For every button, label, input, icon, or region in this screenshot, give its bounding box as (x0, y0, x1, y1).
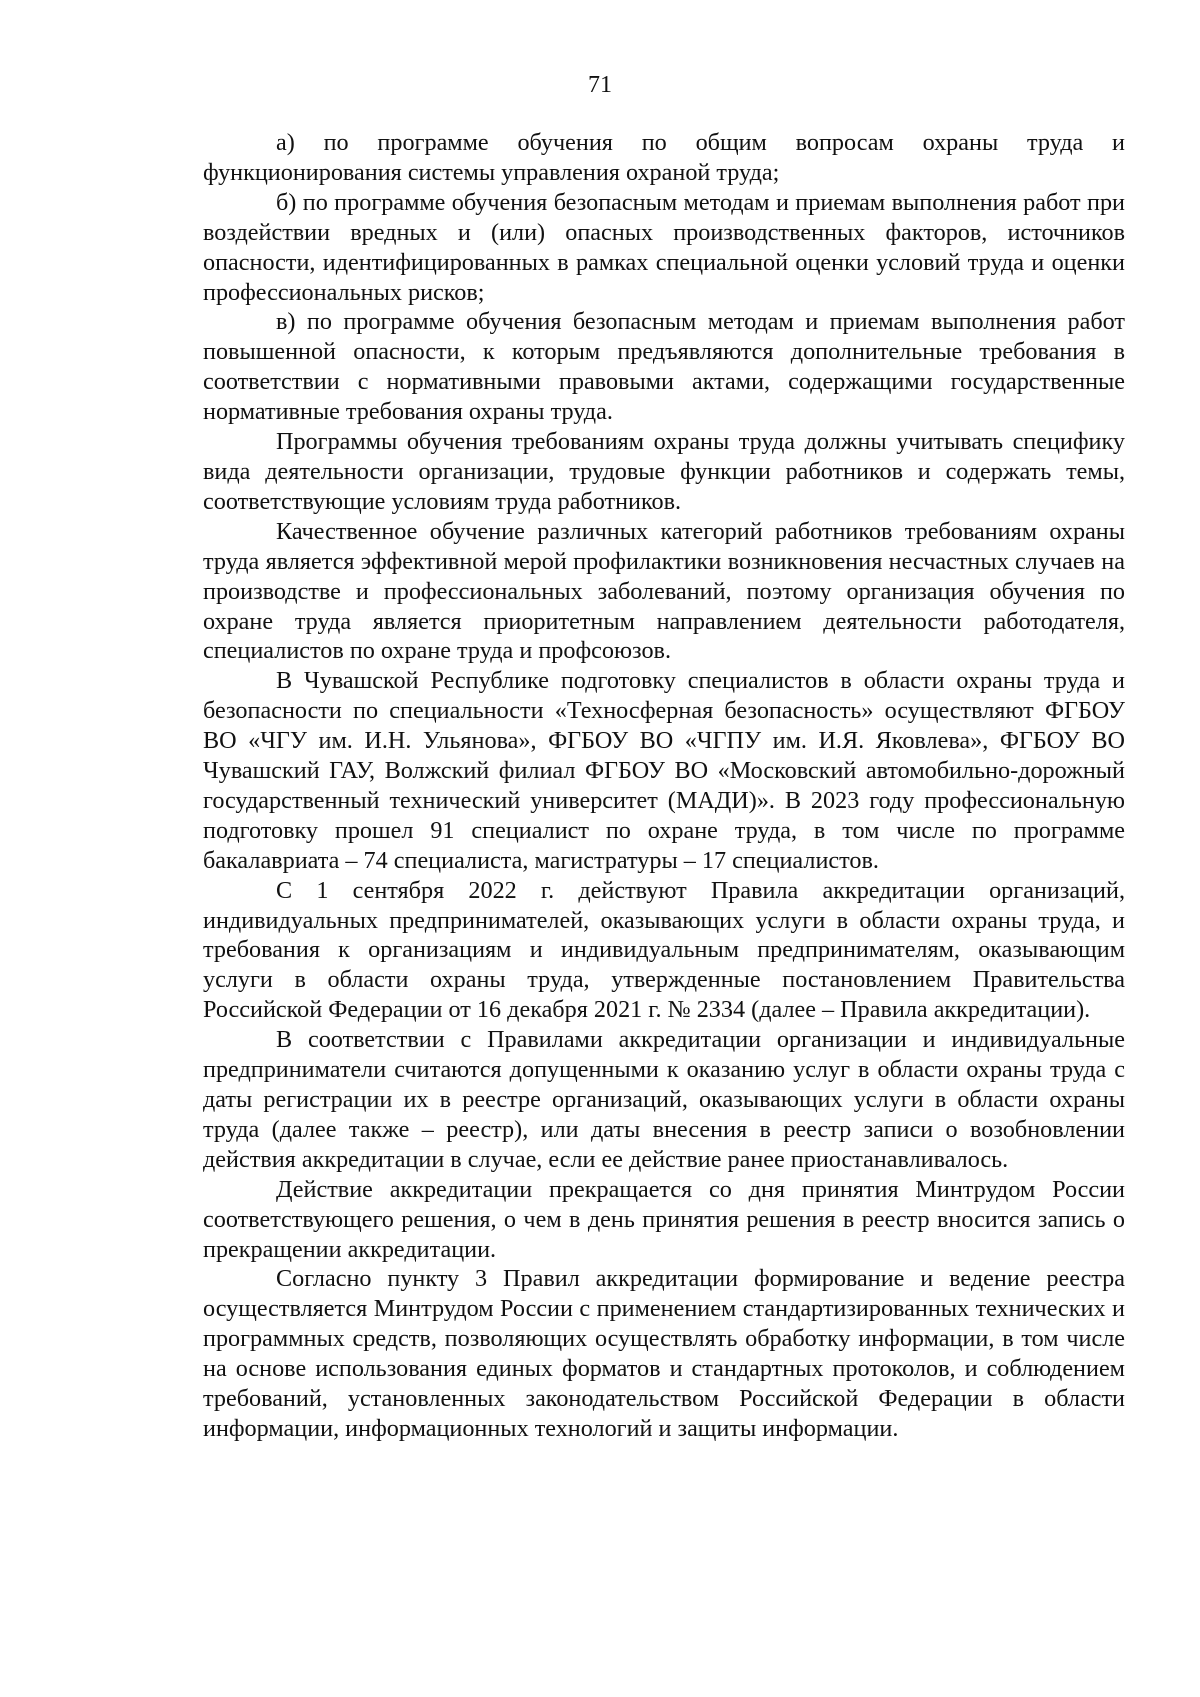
paragraph-termination: Действие аккредитации прекращается со дня принятия Минтрудом России соответствующего решения, о чем в день принятия решения в реестр вносится запись о прекращении аккредитации. (203, 1175, 1125, 1263)
page-number: 71 (588, 72, 612, 98)
paragraph-item-c: в) по программе обучения безопасным методам и приемам выполнения работ повышенной опасности, к которым предъявляются дополнительные требования в соответствии с нормативными правовыми актами, содержащими государственные нормативные требования охраны труда. (203, 308, 1125, 426)
paragraph-chuvash-specialists: В Чувашской Республике подготовку специалистов в области охраны труда и безопасности по специальности «Техносферная безопасность» осуществляют ФГБОУ ВО «ЧГУ им. И.Н. Ульянова», ФГБОУ ВО «ЧГПУ им. И.Я. Яковлева», ФГБОУ ВО Чувашский ГАУ, Волжский филиал ФГБОУ ВО «Московский автомобильно-дорожный государственный технический университет (МАДИ)». В 2023 году профессиональную подготовку прошел 91 специалист по охране труда, в том числе по программе бакалавриата – 74 специалиста, магистратуры – 17 специалистов. (203, 667, 1125, 874)
paragraph-item-b: б) по программе обучения безопасным методам и приемам выполнения работ при воздействии вредных и (или) опасных производственных факторов, источников опасности, идентифицированных в рамках специальной оценки условий труда и оценки профессиональных рисков; (203, 188, 1125, 306)
document-body (203, 128, 1125, 1444)
paragraph-accreditation-rules: С 1 сентября 2022 г. действуют Правила аккредитации организаций, индивидуальных предпринимателей, оказывающих услуги в области охраны труда, и требования к организациям и индивидуальным предпринимателям, оказывающим услуги в области охраны труда, утвержденные постановлением Правительства Российской Федерации от 16 декабря 2021 г. № 2334 (далее – Правила аккредитации). (203, 876, 1125, 1024)
paragraph-quality-training: Качественное обучение различных категорий работников требованиям охраны труда является эффективной мерой профилактики возникновения несчастных случаев на производстве и профессиональных заболеваний, поэтому организация обучения по охране труда является приоритетным направлением деятельности работодателя, специалистов по охране труда и профсоюзов. (203, 517, 1125, 665)
paragraph-registry: Согласно пункту 3 Правил аккредитации формирование и ведение реестра осуществляется Минтрудом России с применением стандартизированных технических и программных средств, позволяющих осуществлять обработку информации, в том числе на основе использования единых форматов и стандартных протоколов, и соблюдением требований, установленных законодательством Российской Федерации в области информации, информационных технологий и защиты информации. (203, 1265, 1125, 1442)
paragraph-item-a: а) по программе обучения по общим вопросам охраны труда и функционирования системы управления охраной труда; (203, 129, 1125, 186)
paragraph-training-programs: Программы обучения требованиям охраны труда должны учитывать специфику вида деятельности организации, трудовые функции работников и содержать темы, соответствующие условиям труда работников. (203, 428, 1125, 515)
paragraph-admission-to-services: В соответствии с Правилами аккредитации организации и индивидуальные предприниматели считаются допущенными к оказанию услуг в области охраны труда с даты регистрации их в реестре организаций, оказывающих услуги в области охраны труда (далее также – реестр), или даты внесения в реестр записи о возобновлении действия аккредитации в случае, если ее действие ранее приостанавливалось. (203, 1026, 1125, 1173)
